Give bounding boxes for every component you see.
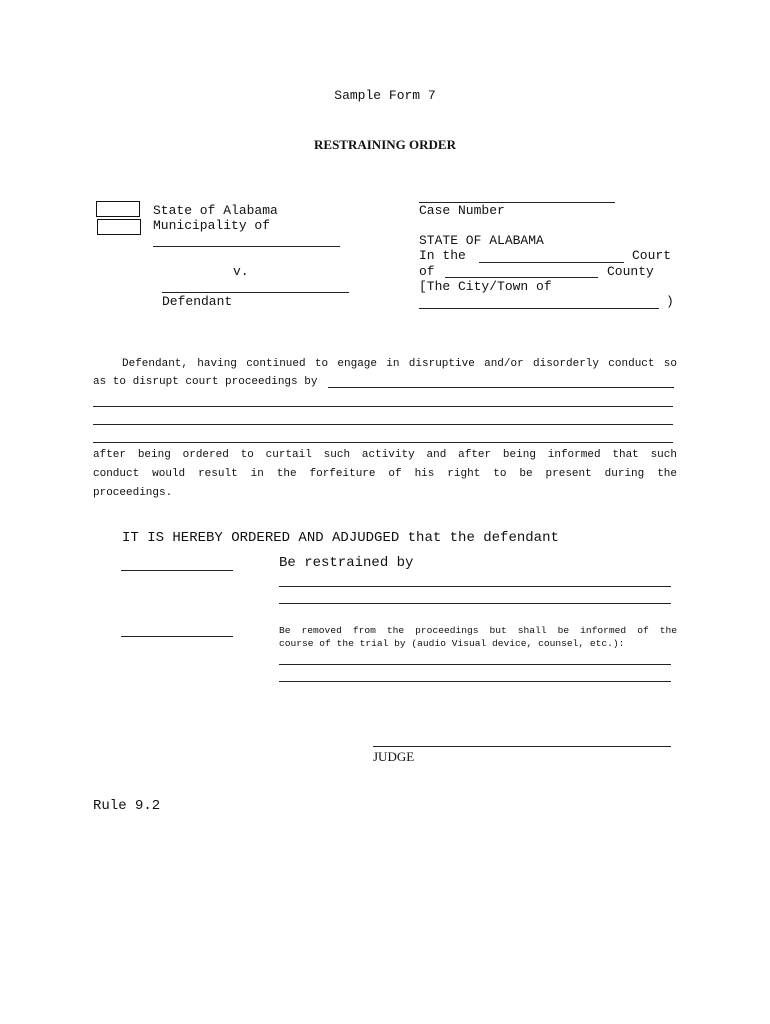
body-line-2: as to disrupt court proceedings by — [93, 376, 318, 388]
judge-signature-line[interactable] — [373, 746, 671, 747]
form-title: Sample Form 7 — [334, 88, 436, 103]
municipality-name-line[interactable] — [153, 246, 340, 247]
option-1-check-line[interactable] — [121, 570, 233, 571]
rule-reference: Rule 9.2 — [93, 798, 161, 814]
state-caps-label: STATE OF ALABAMA — [419, 233, 544, 248]
removal-description-line-2[interactable] — [279, 681, 671, 682]
court-label: Court — [632, 248, 672, 263]
close-paren: ) — [666, 294, 674, 309]
county-name-line[interactable] — [445, 277, 598, 278]
of-label: of — [419, 264, 435, 279]
state-label: State of Alabama — [153, 203, 278, 218]
option-removed-line-1: Be removed from the proceedings but shall be informed of the — [279, 625, 677, 636]
after-line-1: after being ordered to curtail such activity and after being informed that such — [93, 449, 677, 461]
versus-label: v. — [233, 264, 249, 279]
order-heading: IT IS HEREBY ORDERED AND ADJUDGED that the defendant — [122, 530, 559, 546]
judge-label: JUDGE — [373, 749, 415, 764]
restraint-description-line-1[interactable] — [279, 586, 671, 587]
after-line-2: conduct would result in the forfeiture of his right to be present during the — [93, 468, 677, 480]
after-line-3: proceedings. — [93, 487, 173, 499]
municipality-label: Municipality of — [153, 218, 271, 233]
disruption-description-line-4[interactable] — [93, 442, 673, 443]
case-number-label: Case Number — [419, 203, 505, 218]
option-2-check-line[interactable] — [121, 636, 233, 637]
option-restrained-label: Be restrained by — [279, 555, 414, 571]
city-town-label: [The City/Town of — [419, 279, 552, 294]
disruption-description-line-2[interactable] — [93, 406, 673, 407]
defendant-name-line[interactable] — [162, 292, 349, 293]
in-the-label: In the — [419, 248, 466, 263]
body-line-1: Defendant, having continued to engage in disruptive and/or disorderly conduct so — [122, 358, 677, 370]
state-checkbox[interactable] — [96, 201, 140, 217]
city-town-line[interactable] — [419, 308, 659, 309]
defendant-label: Defendant — [162, 294, 233, 309]
order-title: RESTRAINING ORDER — [314, 137, 456, 152]
restraint-description-line-2[interactable] — [279, 603, 671, 604]
removal-description-line-1[interactable] — [279, 664, 671, 665]
court-name-line[interactable] — [479, 262, 624, 263]
disruption-description-line-1[interactable] — [328, 387, 674, 388]
option-removed-line-2: course of the trial by (audio Visual device, counsel, etc.): — [279, 638, 625, 649]
county-label: County — [607, 264, 654, 279]
disruption-description-line-3[interactable] — [93, 424, 673, 425]
municipality-checkbox[interactable] — [97, 219, 141, 235]
